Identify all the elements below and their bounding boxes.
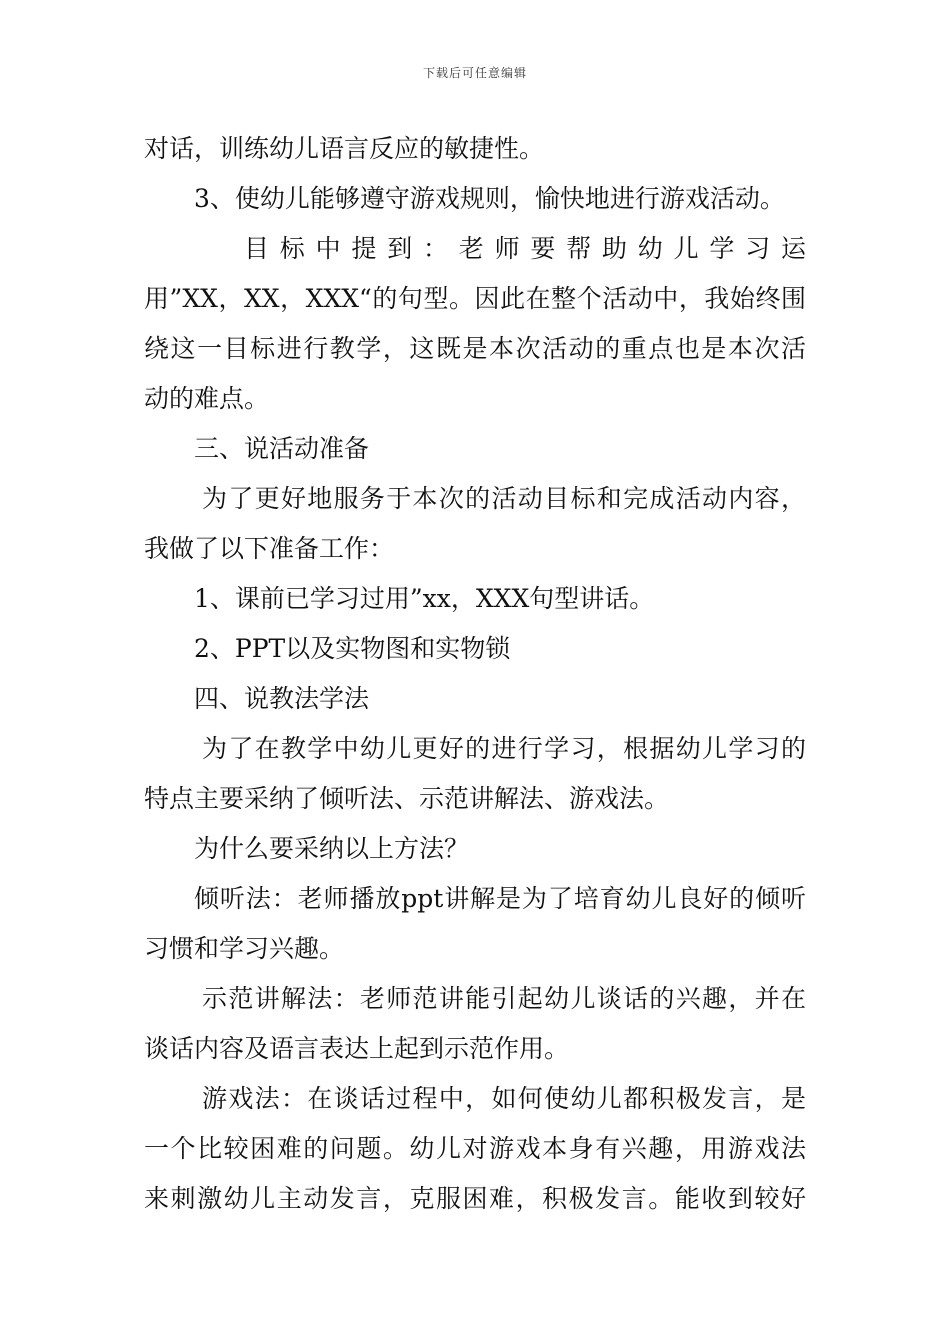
text-line: 习惯和学习兴趣。 bbox=[144, 934, 345, 963]
text-line: 为了在教学中幼儿更好的进行学习，根据幼儿学习的 bbox=[202, 734, 806, 763]
section-heading: 四、说教法学法 bbox=[194, 684, 370, 713]
text-line: 特点主要采纳了倾听法、示范讲解法、游戏法。 bbox=[144, 784, 670, 813]
section-heading: 三、说活动准备 bbox=[194, 434, 370, 463]
text-line: 一个比较困难的问题。幼儿对游戏本身有兴趣，用游戏法 bbox=[144, 1134, 806, 1163]
page-header: 下载后可任意编辑 bbox=[422, 66, 527, 80]
text-line: 对话，训练幼儿语言反应的敏捷性。 bbox=[144, 134, 545, 163]
text-line: 游戏法：在谈话过程中，如何使幼儿都积极发言，是 bbox=[202, 1084, 806, 1113]
text-line: 谈话内容及语言表达上起到示范作用。 bbox=[144, 1034, 570, 1063]
text-line: 为了更好地服务于本次的活动目标和完成活动内容， bbox=[202, 484, 806, 513]
text-line: 示范讲解法：老师范讲能引起幼儿谈话的兴趣，并在 bbox=[202, 984, 806, 1013]
text-line: 为什么要采纳以上方法？ bbox=[194, 834, 470, 863]
list-item: 1、课前已学习过用”xx，XXX句型讲话。 bbox=[194, 584, 655, 613]
text-line: 来刺激幼儿主动发言，克服困难，积极发言。能收到较好 bbox=[144, 1184, 806, 1213]
text-line: 我做了以下准备工作： bbox=[144, 534, 395, 563]
text-line: 3、使幼儿能够遵守游戏规则，愉快地进行游戏活动。 bbox=[194, 184, 785, 213]
text-line: 动的难点。 bbox=[144, 384, 270, 413]
document-body bbox=[144, 124, 806, 1224]
text-line: 倾听法：老师播放ppt讲解是为了培育幼儿良好的倾听 bbox=[194, 884, 806, 913]
text-line: 用”XX，XX，XXX“的句型。因此在整个活动中，我始终围 bbox=[144, 284, 806, 313]
list-item: 2、PPT以及实物图和实物锁 bbox=[194, 634, 511, 663]
text-line: 目标中提到：老师要帮助幼儿学习运 bbox=[244, 234, 806, 263]
text-line: 绕这一目标进行教学，这既是本次活动的重点也是本次活 bbox=[144, 334, 806, 363]
